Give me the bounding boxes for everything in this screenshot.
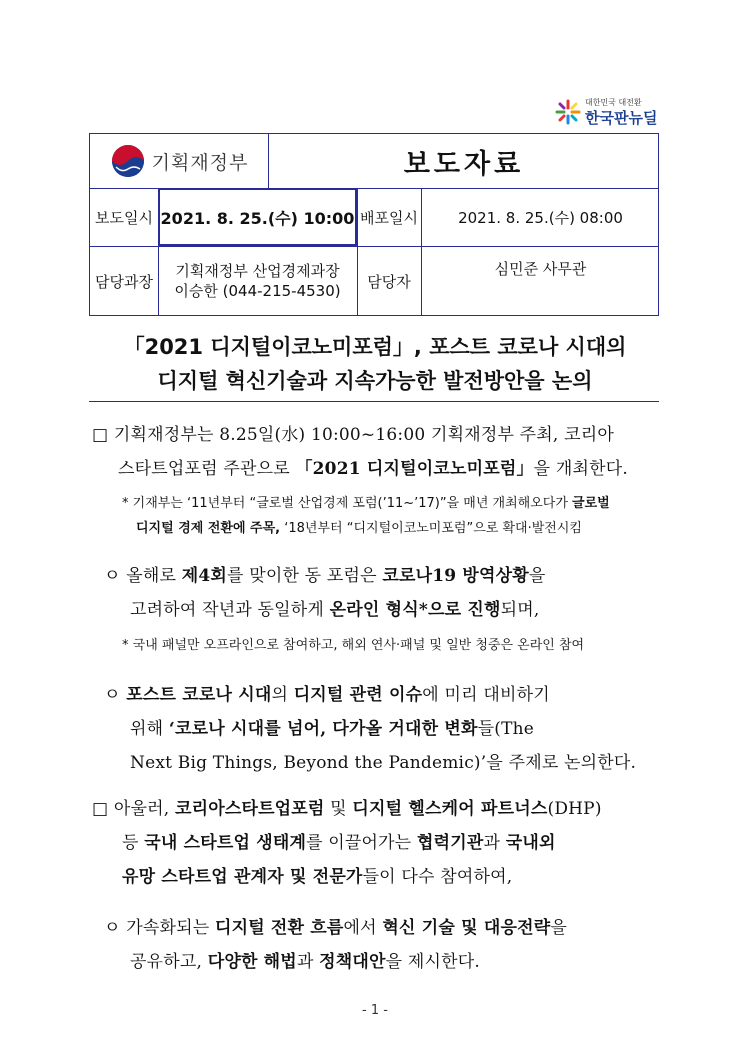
press-release-header-table bbox=[89, 133, 659, 316]
emphasis: 협력기관 bbox=[417, 833, 484, 853]
korea-new-deal-logo bbox=[555, 95, 665, 129]
text-span: 과 bbox=[296, 952, 320, 972]
emphasis: 국내외 bbox=[505, 833, 556, 853]
text-span: ‘18년부터 “디지털이코노미포럼”으로 확대·발전시킴 bbox=[280, 521, 582, 536]
text-span: 의 bbox=[271, 685, 294, 705]
text-span: 를 맞이한 동 포럼은 bbox=[226, 566, 383, 586]
text-line bbox=[92, 860, 667, 894]
person-in-charge-value: 심민준 사무관 bbox=[494, 260, 587, 278]
release-date-label: 보도일시 bbox=[95, 208, 153, 227]
text-span: 과 bbox=[483, 833, 506, 853]
headline-rule bbox=[89, 401, 659, 402]
text-span: 에서 bbox=[343, 918, 383, 938]
department-head-label: 담당과장 bbox=[95, 272, 153, 291]
text-span: ㅇ bbox=[104, 685, 127, 705]
footnote-participation bbox=[122, 633, 677, 658]
paragraph-participants bbox=[92, 792, 667, 894]
ministry-name: 기획재정부 bbox=[151, 151, 249, 174]
emphasis: 제4회 bbox=[181, 566, 227, 586]
text-span: ㅇ 가속화되는 bbox=[104, 918, 215, 938]
text-span: 을 개최한다. bbox=[533, 459, 628, 479]
document-type-title: 보도자료 bbox=[403, 148, 525, 180]
text-span: 되며, bbox=[500, 600, 540, 620]
text-line bbox=[104, 945, 669, 979]
forum-name: 「2021 디지털이코노미포럼」 bbox=[295, 459, 534, 479]
text-span: ㅇ 올해로 bbox=[104, 566, 182, 586]
headline-line: 「2021 디지털이코노미포럼」, 포스트 코로나 시대의 bbox=[123, 335, 627, 359]
emphasis: 디지털 경제 전환에 주목, bbox=[136, 521, 281, 536]
emphasis: ‘코로나 시대를 넘어, 다가올 거대한 변화 bbox=[168, 719, 478, 739]
paragraph-online-format bbox=[104, 559, 669, 627]
text-line bbox=[104, 678, 669, 712]
emphasis: 온라인 형식*으로 진행 bbox=[329, 600, 501, 620]
text-span: 을 제시한다. bbox=[385, 952, 480, 972]
text-line bbox=[104, 593, 669, 627]
text-line bbox=[104, 911, 669, 945]
text-line bbox=[122, 516, 677, 541]
department-head-value bbox=[158, 246, 357, 316]
text-line bbox=[104, 559, 669, 593]
new-deal-subtitle: 대한민국 대전환 bbox=[585, 98, 642, 107]
text-span: □ 아울러, bbox=[92, 799, 175, 819]
emphasis: 글로벌 bbox=[572, 496, 610, 511]
headline-line: 디지털 혁신기술과 지속가능한 발전방안을 논의 bbox=[157, 369, 593, 393]
footnote-history bbox=[122, 491, 677, 541]
emphasis: 포스트 코로나 시대 bbox=[126, 685, 272, 705]
ministry-logo bbox=[90, 134, 268, 188]
text-line bbox=[104, 712, 669, 746]
emphasis: 국내 스타트업 생태계 bbox=[144, 833, 307, 853]
emphasis: 정책대안 bbox=[319, 952, 386, 972]
department-line: 기획재정부 산업경제과장 bbox=[175, 262, 340, 280]
paragraph-theme bbox=[104, 678, 669, 780]
text-span: 을 bbox=[528, 566, 546, 586]
distribution-date-label: 배포일시 bbox=[360, 208, 418, 227]
text-line bbox=[92, 452, 667, 486]
text-line bbox=[92, 826, 667, 860]
paragraph-forum-overview bbox=[92, 418, 667, 486]
page-number: - 1 - bbox=[362, 1003, 388, 1018]
emphasis: 디지털 전환 흐름 bbox=[214, 918, 344, 938]
taegeuk-emblem-icon bbox=[110, 143, 146, 179]
new-deal-burst-icon bbox=[555, 99, 581, 125]
emphasis: 혁신 기술 및 대응전략 bbox=[382, 918, 551, 938]
release-date-value: 2021. 8. 25.(수) 10:00 bbox=[158, 188, 357, 246]
paragraph-sharing bbox=[104, 911, 669, 979]
text-span: 및 bbox=[324, 799, 353, 819]
text-span: 위해 bbox=[130, 719, 169, 739]
emphasis: 디지털 관련 이슈 bbox=[293, 685, 423, 705]
text-line bbox=[122, 491, 677, 516]
text-line bbox=[92, 792, 667, 826]
text-span: 를 이끌어가는 bbox=[306, 833, 418, 853]
emphasis: 다양한 해법 bbox=[207, 952, 297, 972]
text-span: (DHP) bbox=[547, 799, 602, 819]
department-contact: 이승한 (044-215-4530) bbox=[174, 282, 341, 300]
new-deal-title: 한국판뉴딜 bbox=[585, 109, 658, 127]
emphasis: 코리아스타트업포럼 bbox=[174, 799, 325, 819]
text-span: 에 미리 대비하기 bbox=[422, 685, 550, 705]
text-span: 을 bbox=[550, 918, 567, 938]
emphasis: 디지털 헬스케어 파트너스 bbox=[352, 799, 548, 819]
text-span: 공유하고, bbox=[130, 952, 208, 972]
text-span: 등 bbox=[122, 833, 145, 853]
person-in-charge-label: 담당자 bbox=[367, 272, 411, 291]
text-line: Next Big Things, Beyond the Pandemic)’을 주제로 논의한다. bbox=[130, 753, 637, 773]
text-span: * 기재부는 ‘11년부터 “글로벌 산업경제 포럼(’11~’17)”을 매년 개최해오다가 bbox=[122, 496, 573, 511]
text-span: 들이 다수 참여하여, bbox=[362, 867, 513, 887]
distribution-date-value: 2021. 8. 25.(수) 08:00 bbox=[458, 208, 623, 227]
emphasis: 코로나19 방역상황 bbox=[382, 566, 529, 586]
text-span: 들(The bbox=[477, 719, 535, 739]
text-line: * 국내 패널만 오프라인으로 참여하고, 해외 연사·패널 및 일반 청중은 온라인 참여 bbox=[122, 638, 585, 653]
emphasis: 유망 스타트업 관계자 및 전문가 bbox=[122, 867, 363, 887]
text-span: 스타트업포럼 주관으로 bbox=[118, 459, 296, 479]
headline bbox=[0, 330, 750, 398]
text-line: □ 기획재정부는 8.25일(水) 10:00~16:00 기획재정부 주최, 코리아 bbox=[92, 425, 615, 445]
text-span: 고려하여 작년과 동일하게 bbox=[130, 600, 330, 620]
